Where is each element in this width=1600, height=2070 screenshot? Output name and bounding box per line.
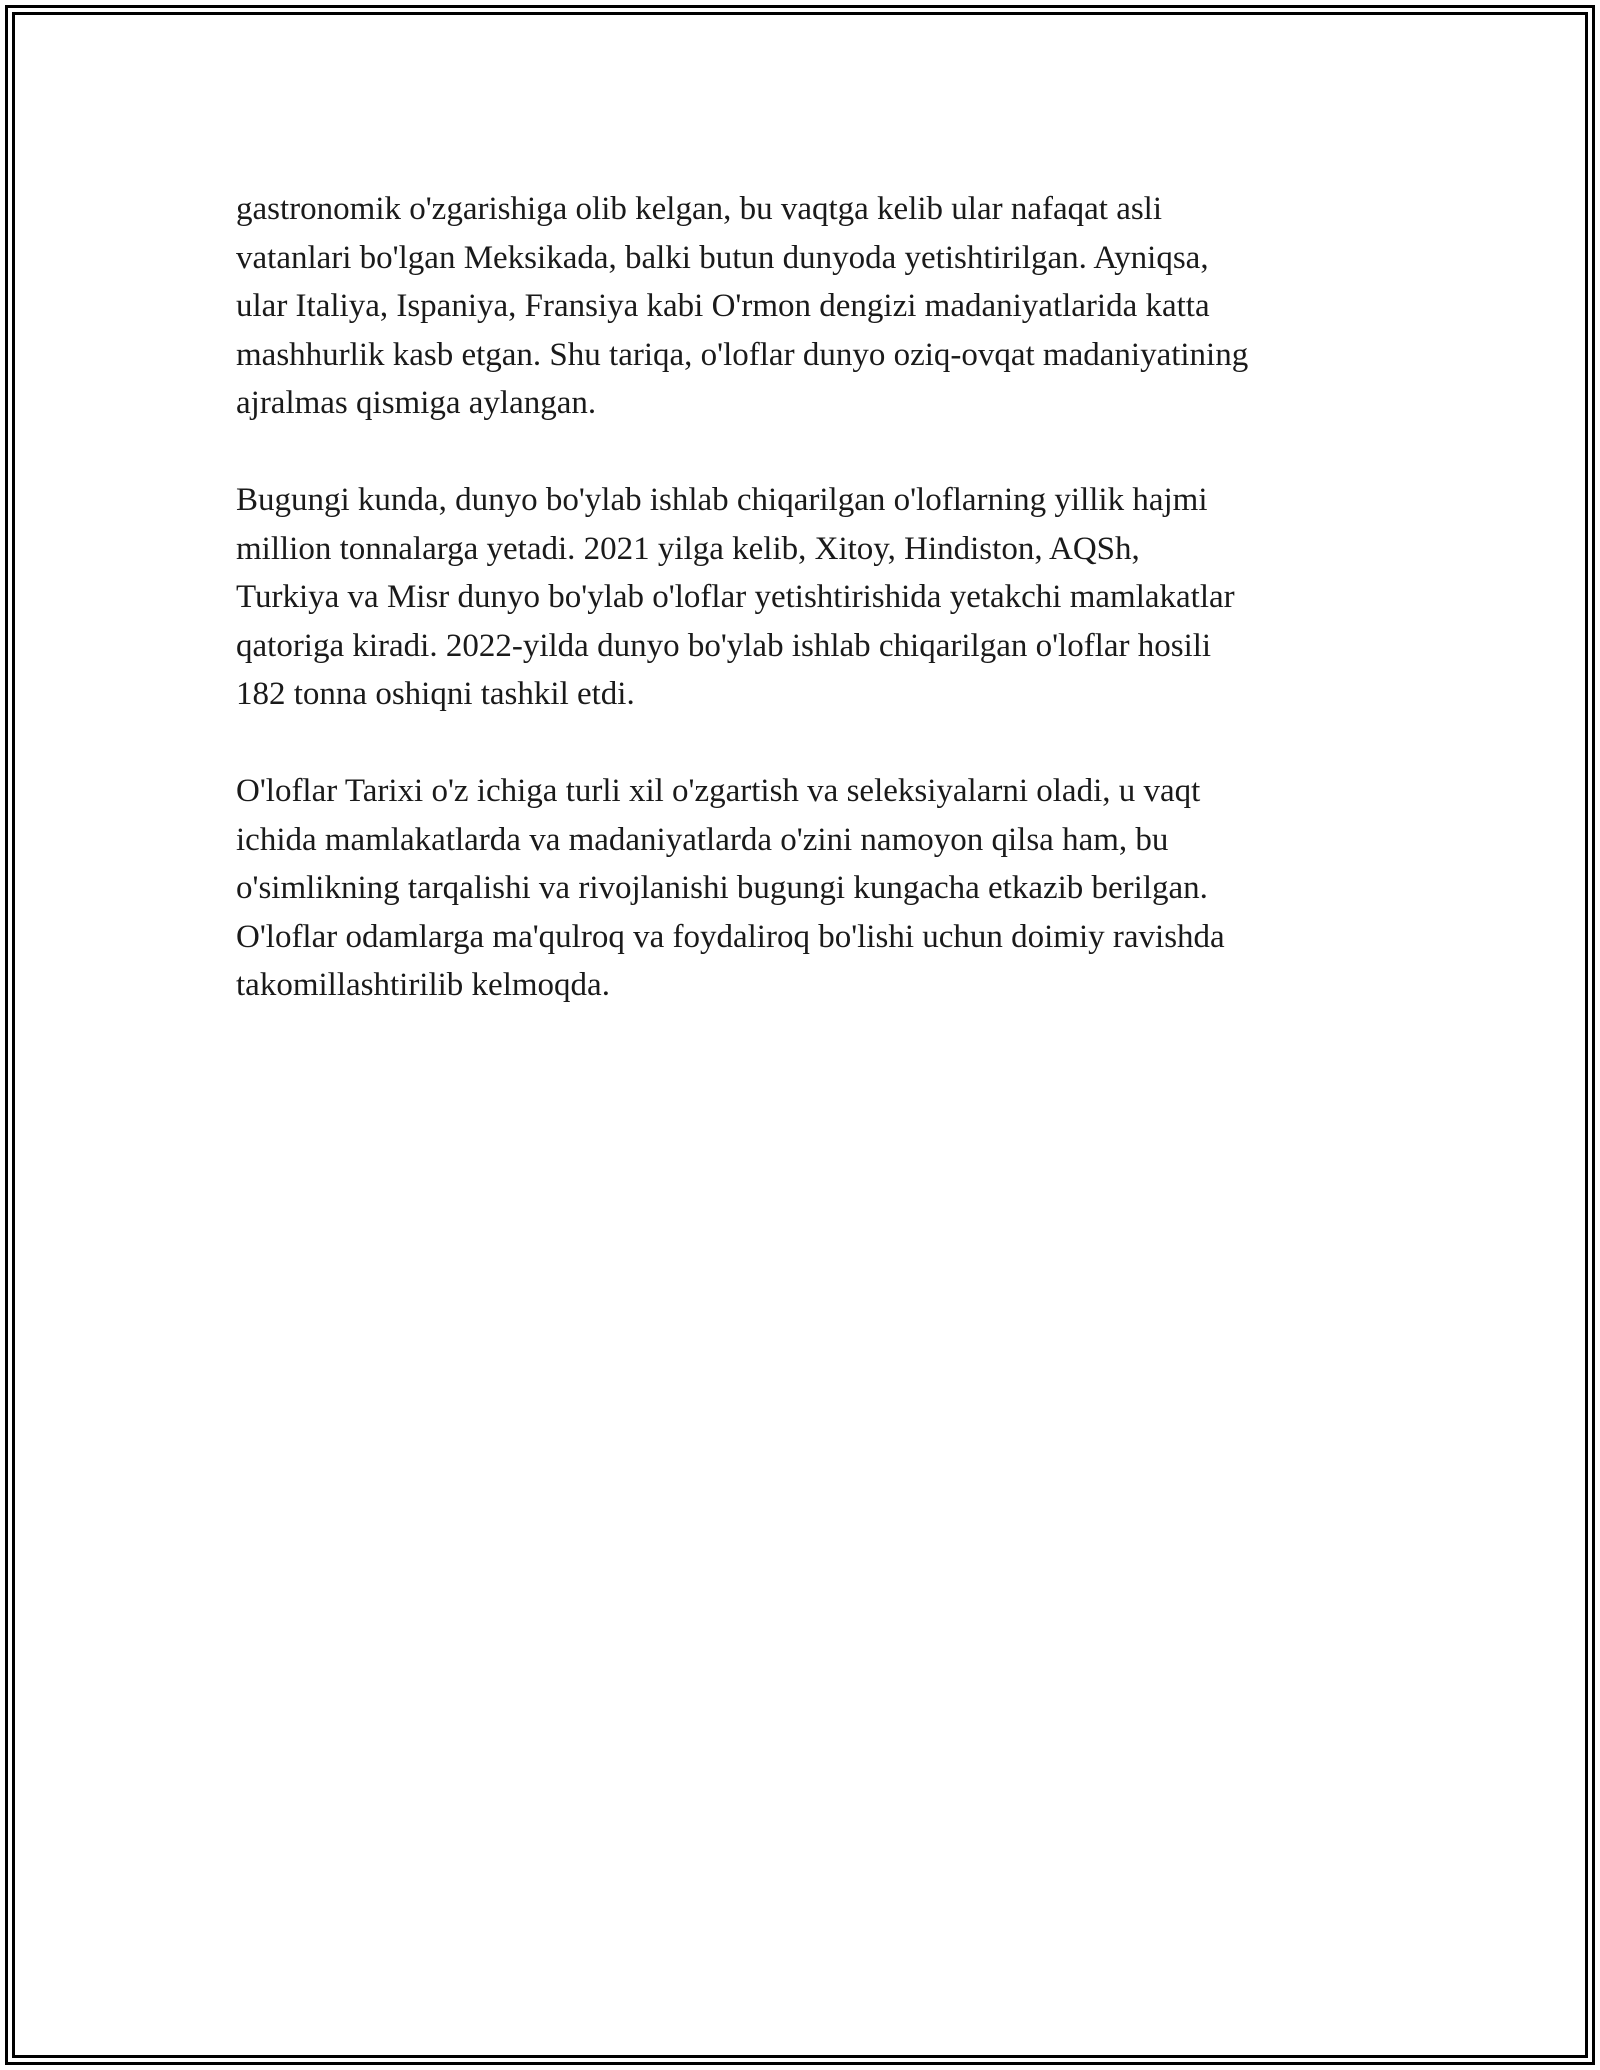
text-line: takomillashtirilib kelmoqda. — [236, 967, 610, 1003]
text-line: qatoriga kiradi. 2022-yilda dunyo bo'ylab ishlab chiqarilgan o'loflar hosili — [236, 627, 1212, 664]
text-line: O'loflar Tarixi o'z ichiga turli xil o'zgartish va seleksiyalarni oladi, u vaqt — [236, 773, 1201, 809]
text-line: Turkiya va Misr dunyo bo'ylab o'loflar yetishtirishida yetakchi mamlakatlar — [236, 579, 1235, 615]
paragraph-3 — [236, 767, 1396, 1010]
text-line: O'loflar odamlarga ma'qulroq va foydaliroq bo'lishi uchun doimiy ravishda — [236, 918, 1225, 955]
paragraph-2 — [236, 476, 1396, 719]
text-line: ichida mamlakatlarda va madaniyatlarda o'zini namoyon qilsa ham, bu — [236, 821, 1169, 858]
text-line: ajralmas qismiga aylangan. — [236, 385, 597, 421]
text-line: ular Italiya, Ispaniya, Fransiya kabi O'rmon dengizi madaniyatlarida katta — [236, 288, 1210, 324]
text-line: million tonnalarga yetadi. 2021 yilga kelib, Xitoy, Hindiston, AQSh, — [236, 530, 1140, 567]
text-line: gastronomik o'zgarishiga olib kelgan, bu vaqtga kelib ular nafaqat asli — [236, 191, 1163, 227]
paragraph-1 — [236, 185, 1396, 428]
text-line: vatanlari bo'lgan Meksikada, balki butun dunyoda yetishtirilgan. Ayniqsa, — [236, 239, 1209, 276]
text-line: Bugungi kunda, dunyo bo'ylab ishlab chiqarilgan o'loflarning yillik hajmi — [236, 482, 1208, 518]
document-body — [236, 185, 1396, 1058]
text-line: 182 tonna oshiqni tashkil etdi. — [236, 676, 635, 712]
text-line: mashhurlik kasb etgan. Shu tariqa, o'loflar dunyo oziq-ovqat madaniyatining — [236, 336, 1249, 373]
text-line: o'simlikning tarqalishi va rivojlanishi bugungi kungacha etkazib berilgan. — [236, 870, 1208, 906]
